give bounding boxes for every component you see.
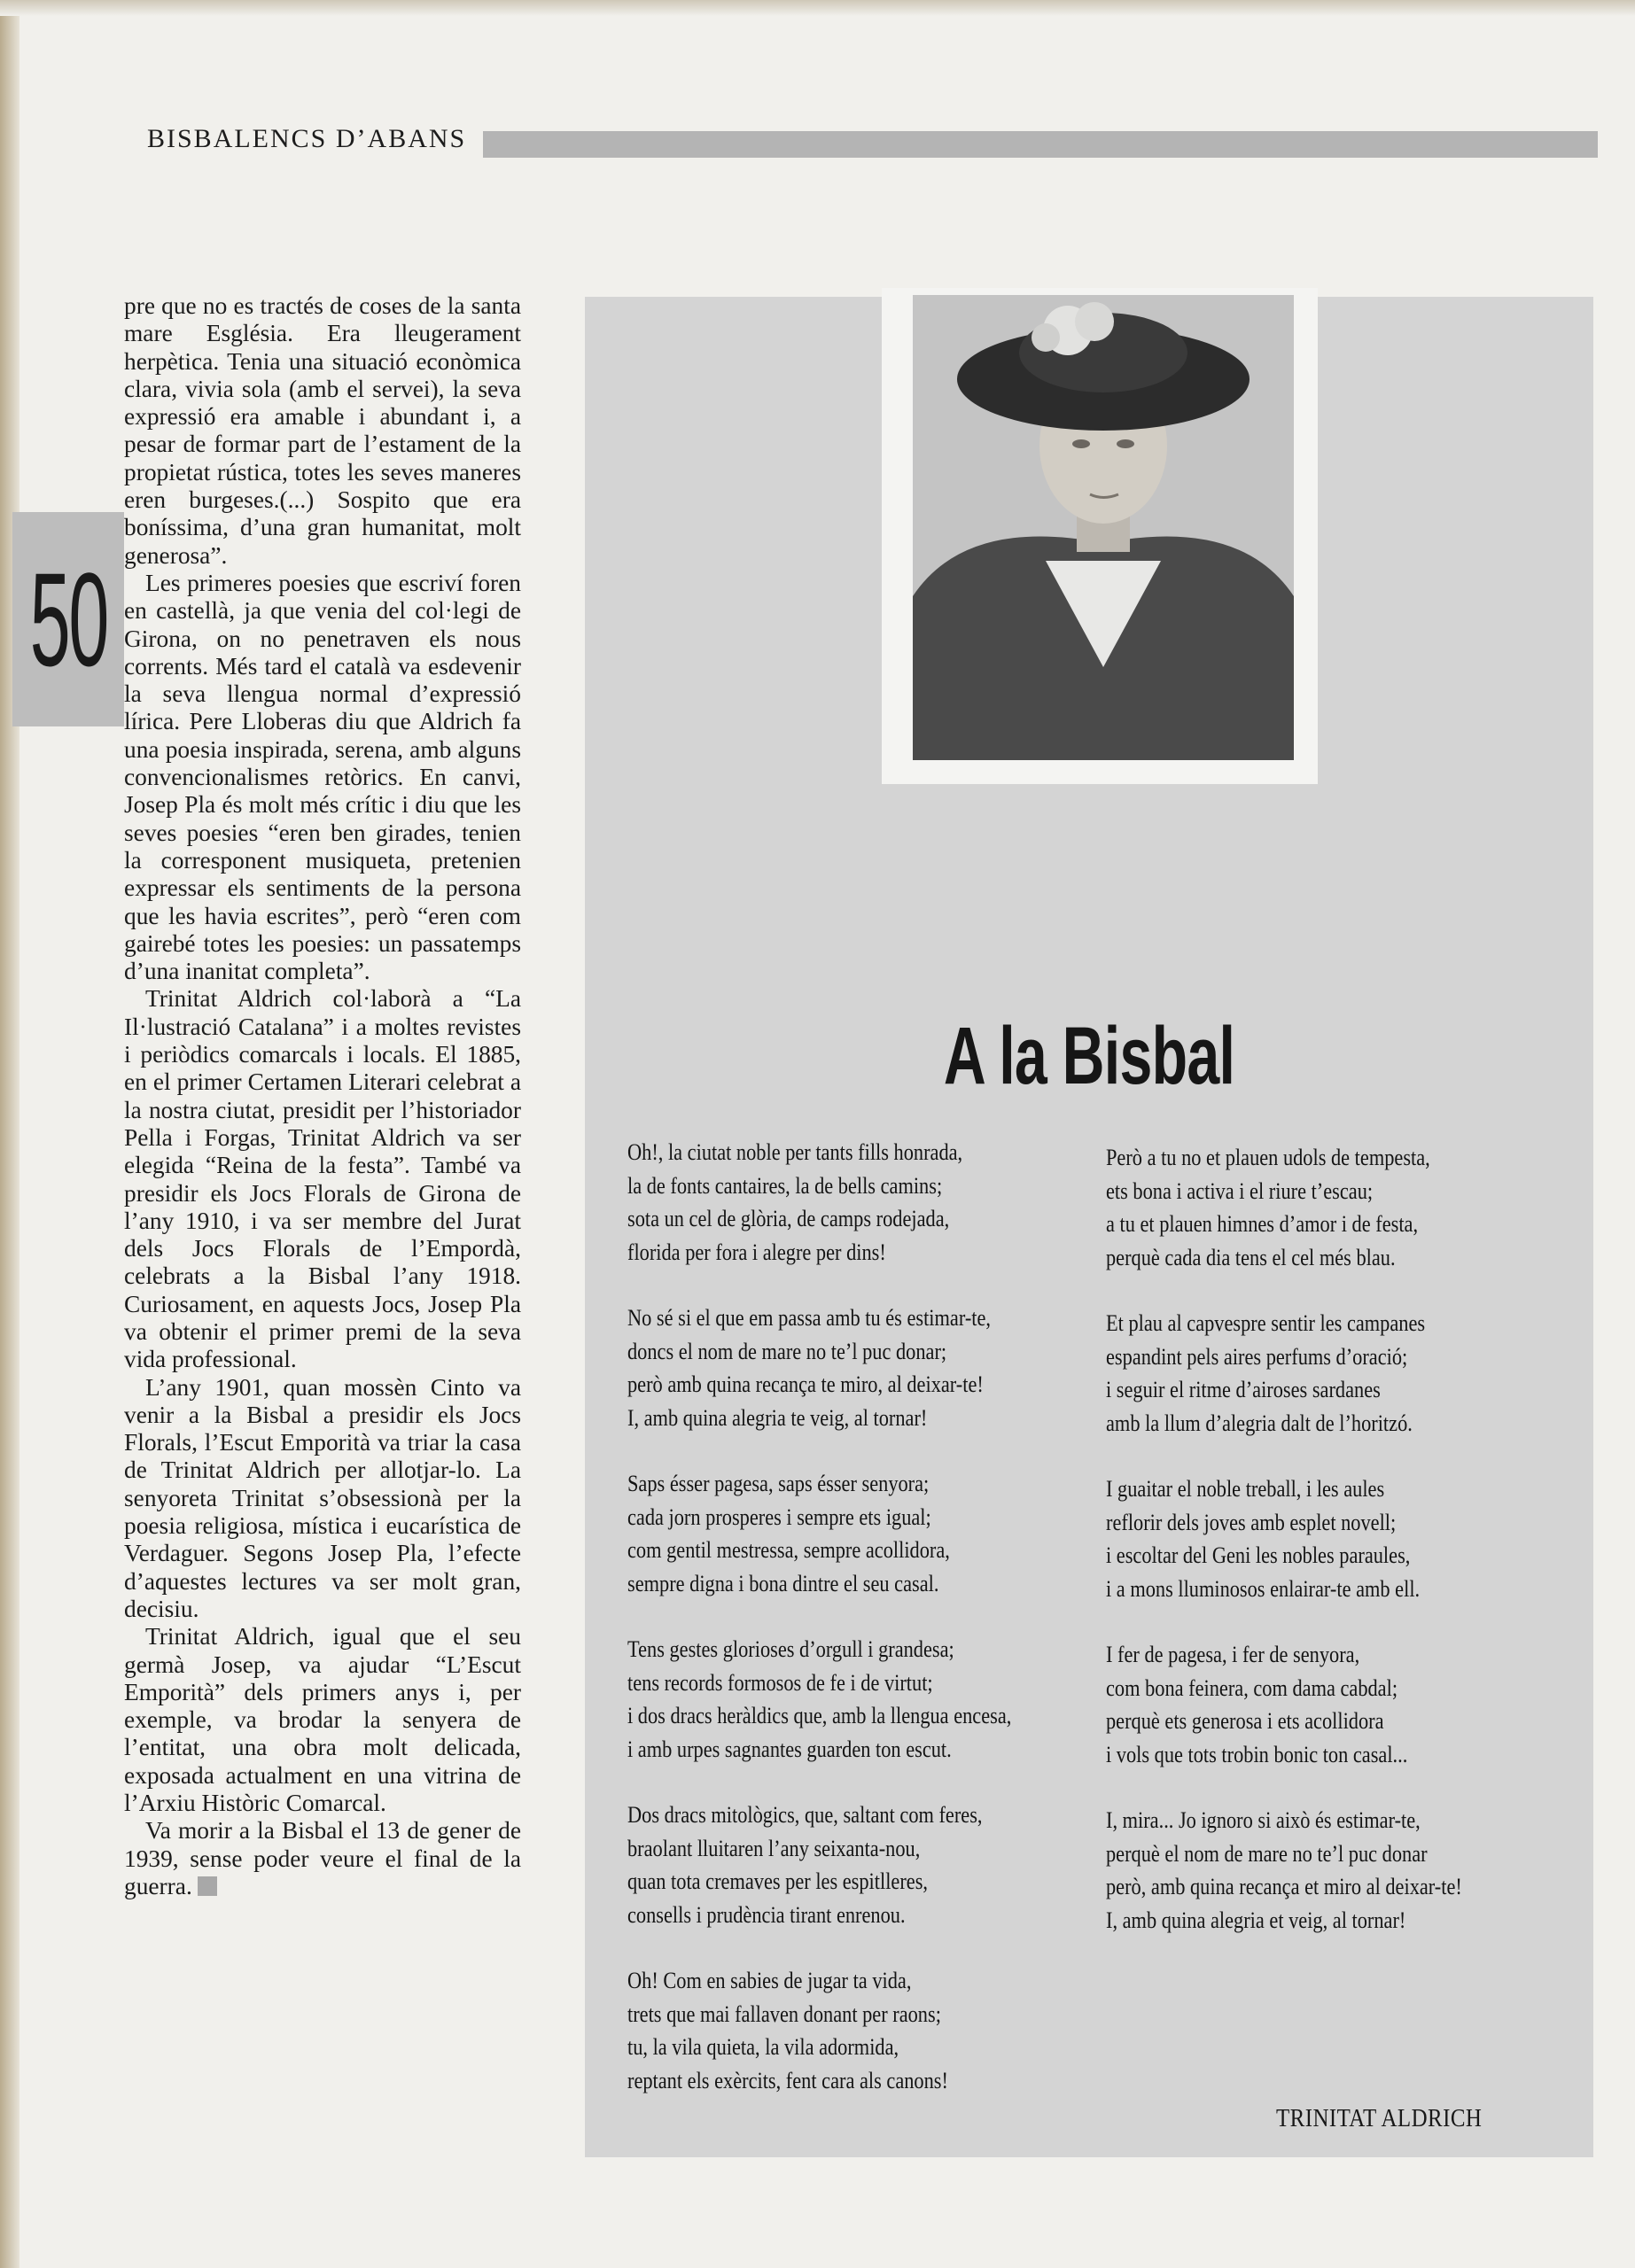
verse: trets que mai fallaven donant per raons; [627, 2000, 941, 2027]
verse: consells i prudència tirant enrenou. [627, 1901, 906, 1928]
verse: reptant els exèrcits, fent cara als canons! [627, 2067, 948, 2093]
verse: Dos dracs mitològics, que, saltant com feres, [627, 1802, 983, 1828]
verse: florida per fora i alegre per dins! [627, 1239, 886, 1265]
verse: I, amb quina alegria et veig, al tornar! [1106, 1907, 1406, 1933]
verse: i seguir el ritme d’airoses sardanes [1106, 1377, 1381, 1402]
stanza [627, 1467, 1055, 1600]
stanza [627, 1798, 1055, 1931]
stanza [1106, 1472, 1533, 1605]
page-gutter-shadow [0, 0, 19, 2268]
verse: Oh!, la ciutat noble per tants fills honrada, [627, 1139, 963, 1165]
portrait-illustration [913, 295, 1294, 760]
verse: I guaitar el noble treball, i les aules [1106, 1476, 1385, 1502]
header-rule [483, 131, 1598, 158]
verse: i a mons lluminosos enlairar-te amb ell. [1106, 1575, 1421, 1602]
verse: perquè ets generosa i ets acollidora [1106, 1708, 1384, 1734]
stanza [1106, 1638, 1533, 1771]
verse: amb la llum d’alegria dalt de l’horitzó. [1106, 1410, 1413, 1436]
article-paragraph-last [124, 1817, 521, 1900]
verse: Et plau al capvespre sentir les campanes [1106, 1310, 1426, 1336]
stanza [1106, 1141, 1533, 1274]
verse: Oh! Com en sabies de jugar ta vida, [627, 1968, 912, 1993]
article-paragraph: Les primeres poesies que escriví foren en castellà, ja que venia del col·legi de Girona, on no penetraven els nous corrents. Més tard el català va esdevenir la seva llengua normal d’expressió lírica. Pere Lloberas diu que Aldrich fa una poesia inspirada, serena, amb alguns convencionalismes retòrics. En canvi, Josep Pla és molt més crític i diu que les seves poesies “eren ben girades, tenien la corresponent musiqueta, pretenien expressar els sentiments de la persona que les havia escrites”, però “eren com gairebé totes les poesies: un passatemps d’una inanitat completa”. [124, 569, 521, 985]
stanza [627, 1136, 1055, 1269]
verse: perquè cada dia tens el cel més blau. [1106, 1244, 1396, 1270]
stanza [1106, 1804, 1533, 1937]
verse: Tens gestes glorioses d’orgull i grandesa; [627, 1636, 954, 1662]
poem-title: A la Bisbal [943, 1011, 1235, 1101]
verse: ets bona i activa i el riure t’escau; [1106, 1177, 1374, 1204]
verse: cada jorn prosperes i sempre ets igual; [627, 1503, 931, 1530]
article-paragraph-text: Va morir a la Bisbal el 13 de gener de 1939, sense poder veure el final de la guerra. [124, 1817, 521, 1899]
verse: a tu et plauen himnes d’amor i de festa, [1106, 1211, 1419, 1237]
page-number: 50 [29, 544, 107, 694]
verse: I, amb quina alegria te veig, al tornar! [627, 1404, 928, 1431]
article-paragraph: Trinitat Aldrich col·laborà a “La Il·lustració Catalana” i a moltes revistes i periòdics comarcals i locals. El 1885, en el primer Certamen Literari celebrat a la nostra ciutat, presidit per l’historiador Pella i Forgas, Trinitat Aldrich va ser elegida “Reina de la festa”. També va presidir els Jocs Florals de Girona de l’any 1910, i va ser membre del Jurat dels Jocs Florals de l’Empordà, celebrats a la Bisbal l’any 1918. Curiosament, en aquests Jocs, Josep Pla va obtenir el primer premi de la seva vida professional. [124, 985, 521, 1373]
verse: I, mira... Jo ignoro si això és estimar-te, [1106, 1807, 1421, 1833]
stanza [627, 1964, 1055, 2097]
verse: i escoltar del Geni les nobles paraules, [1106, 1542, 1411, 1568]
verse: braolant lluitaren l’any seixanta-nou, [627, 1835, 921, 1861]
stanza [627, 1633, 1055, 1766]
verse: I fer de pagesa, i fer de senyora, [1106, 1642, 1360, 1667]
portrait-photo [913, 295, 1294, 760]
verse: sempre digna i bona dintre el seu casal. [627, 1570, 939, 1596]
verse: i vols que tots trobin bonic ton casal... [1106, 1741, 1408, 1767]
end-of-article-mark [198, 1876, 217, 1896]
verse: perquè el nom de mare no te’l puc donar [1106, 1840, 1428, 1867]
running-title: BISBALENCS D’ABANS [147, 124, 467, 153]
article-paragraph: L’any 1901, quan mossèn Cinto va venir a la Bisbal a presidir els Jocs Florals, l’Escut Emporità va triar la casa de Trinitat Aldrich per allotjar-lo. La senyoreta Trinitat s’obsessionà per la poesia religiosa, mística i eucarística de Verdaguer. Segons Josep Pla, l’efecte d’aquestes lectures va ser molt gran, decisiu. [124, 1373, 521, 1622]
verse: Però a tu no et plauen udols de tempesta, [1106, 1145, 1430, 1170]
verse: tens records formosos de fe i de virtut; [627, 1669, 933, 1696]
verse: tu, la vila quieta, la vila adormida, [627, 2034, 899, 2060]
page-top-shadow [0, 0, 1635, 16]
stanza [1106, 1307, 1533, 1440]
page-number-tab [12, 512, 124, 726]
poem-left-column [627, 1136, 1055, 2130]
verse: però amb quina recança te miro, al deixar-te! [627, 1371, 984, 1397]
article-paragraph: pre que no es tractés de coses de la santa mare Església. Era lleugerament herpètica. Tenia una situació econòmica clara, vivia sola (amb el servei), la seva expressió era amable i abundant i, a pesar de formar part de l’estament de la propietat rústica, totes les seves maneres eren burgeses.(...) Sospito que era boníssima, d’una gran humanitat, molt generosa”. [124, 292, 521, 569]
poem-right-column [1106, 1141, 1533, 1969]
verse: però, amb quina recança et miro al deixar-te! [1106, 1874, 1462, 1899]
stanza [627, 1301, 1055, 1434]
verse: sota un cel de glòria, de camps rodejada, [627, 1206, 950, 1231]
verse: espandint pels aires perfums d’oració; [1106, 1343, 1408, 1370]
verse: quan tota cremaves per les espitlleres, [627, 1868, 929, 1894]
verse: com bona feinera, com dama cabdal; [1106, 1674, 1398, 1701]
verse: doncs el nom de mare no te’l puc donar; [627, 1338, 947, 1364]
verse: i amb urpes sagnantes guarden ton escut. [627, 1736, 952, 1762]
verse: la de fonts cantaires, la de bells camins; [627, 1172, 943, 1199]
verse: i dos dracs heràldics que, amb la llengua encesa, [627, 1703, 1012, 1728]
article-column [124, 292, 521, 1900]
verse: com gentil mestressa, sempre acollidora, [627, 1537, 950, 1563]
verse: Saps ésser pagesa, saps ésser senyora; [627, 1471, 930, 1496]
verse: No sé si el que em passa amb tu és estimar-te, [627, 1305, 991, 1331]
poem-author: TRINITAT ALDRICH [1276, 2104, 1483, 2132]
article-paragraph: Trinitat Aldrich, igual que el seu germà Josep, va ajudar “L’Escut Emporità” dels primers anys i, per exemple, va brodar la senyera de l’entitat, una obra molt delicada, exposada actualment en una vitrina de l’Arxiu Històric Comarcal. [124, 1623, 521, 1817]
verse: reflorir dels joves amb esplet novell; [1106, 1509, 1397, 1535]
